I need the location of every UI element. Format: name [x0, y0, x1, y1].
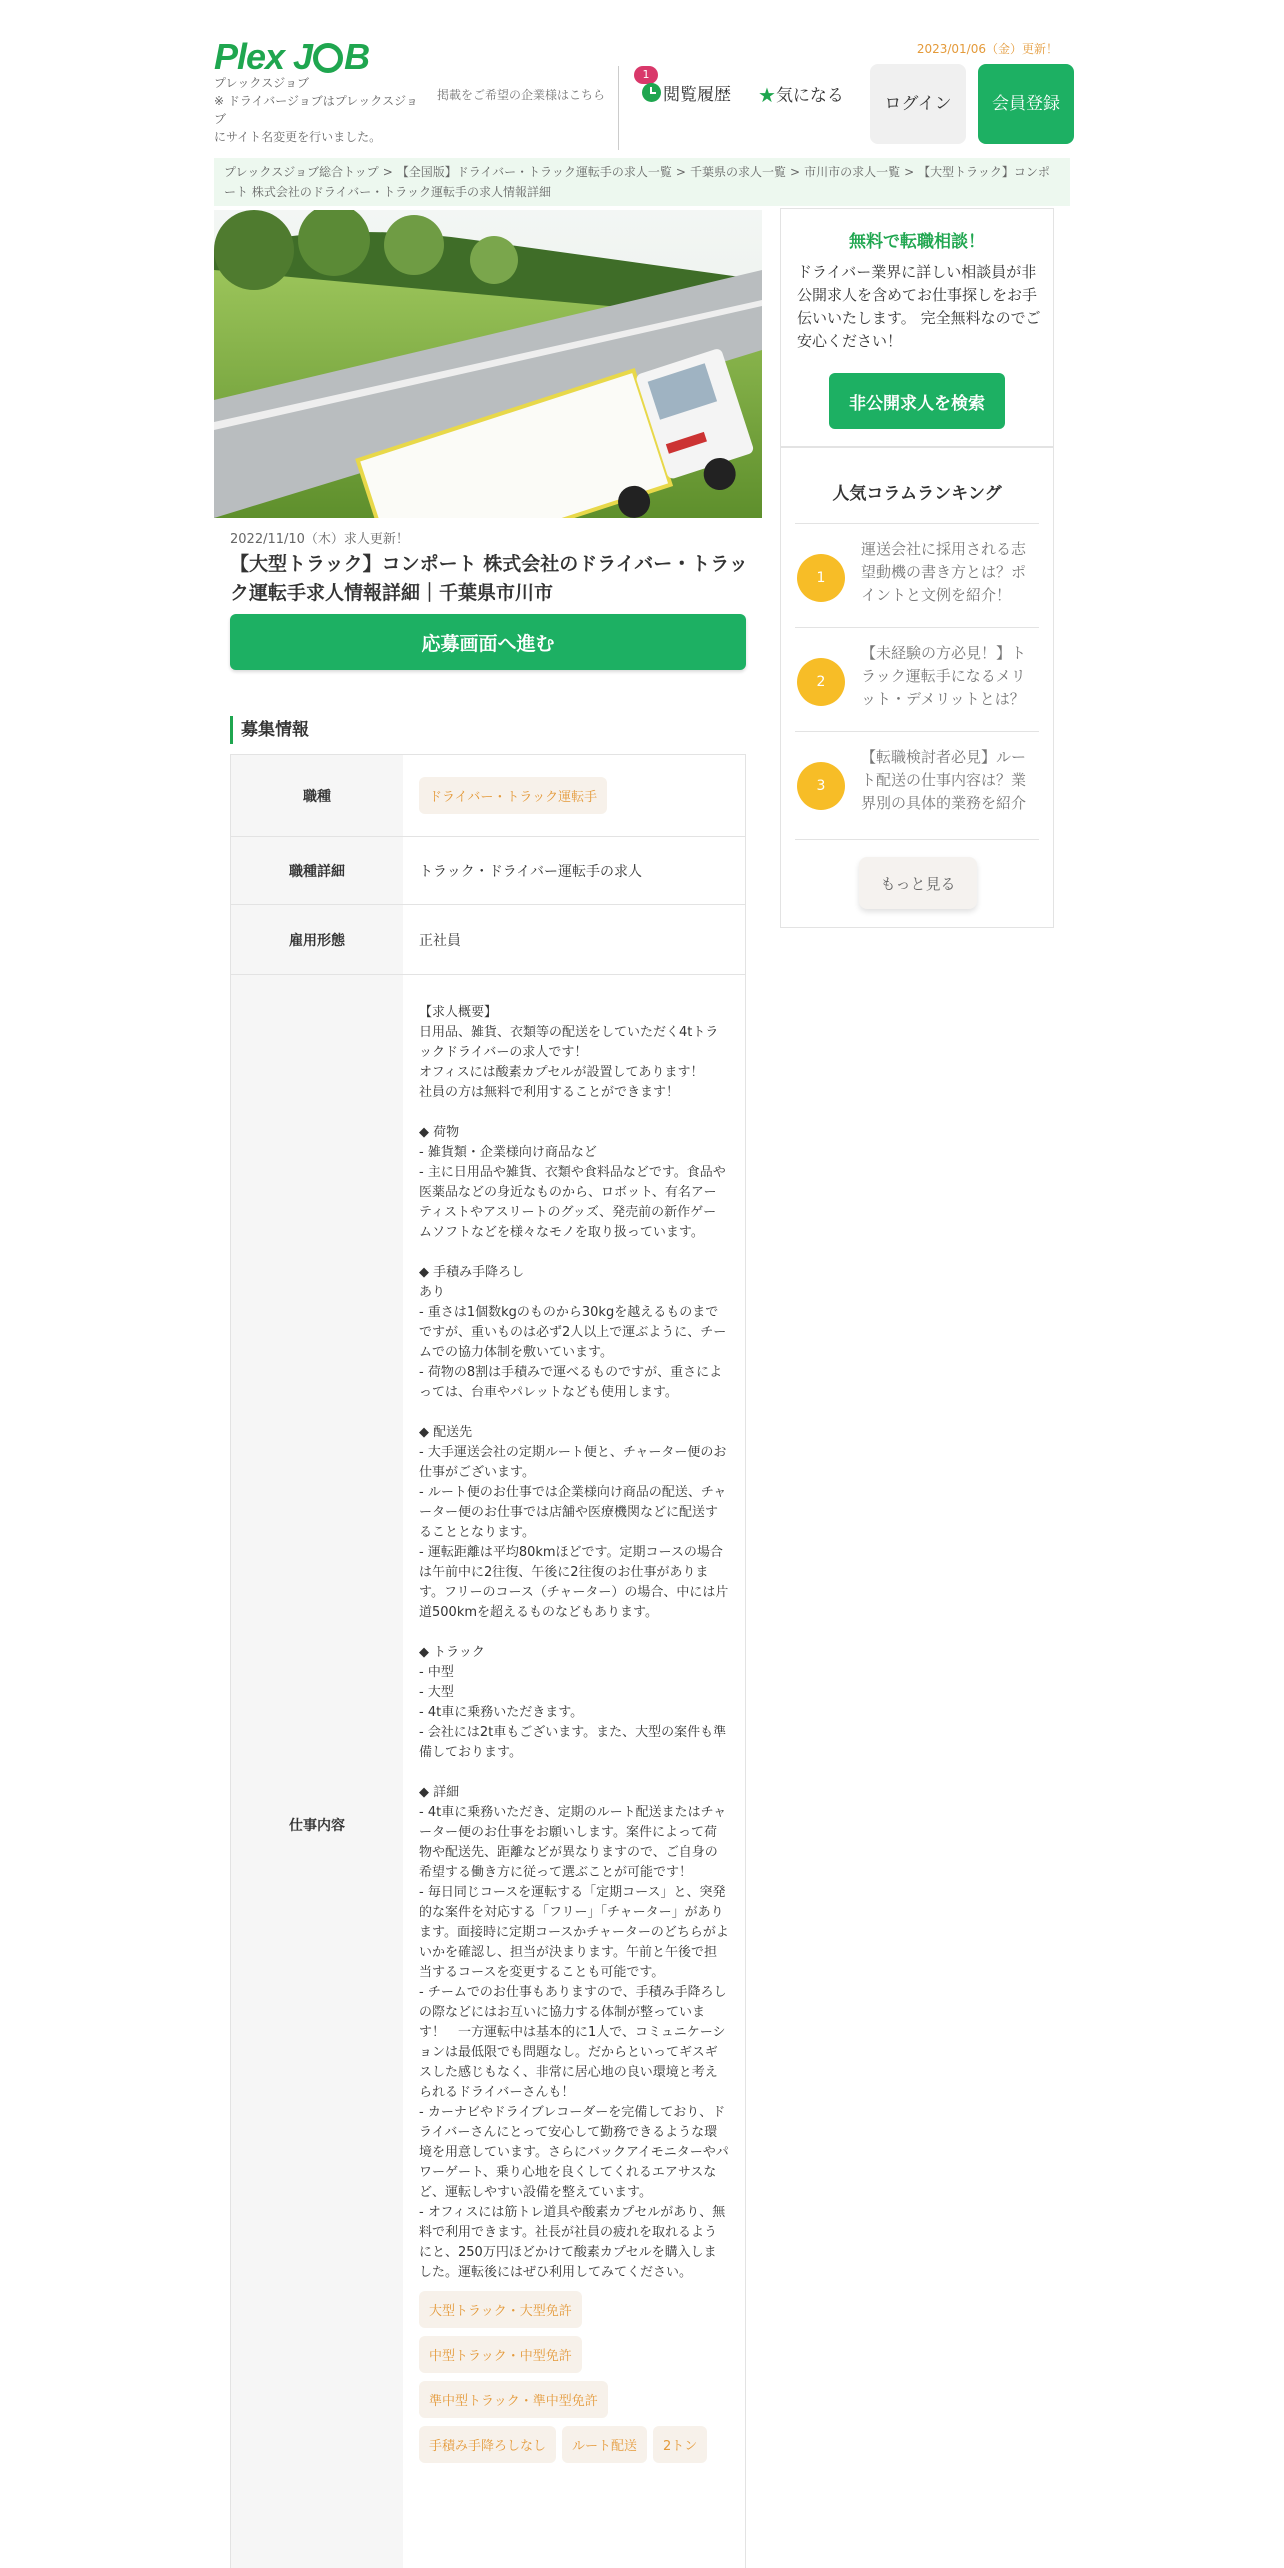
ranking-item[interactable] — [795, 627, 1039, 731]
more-button[interactable]: もっと見る — [859, 857, 977, 909]
row-header: 職種詳細 — [231, 837, 403, 904]
search-private-jobs-button[interactable]: 非公開求人を検索 — [829, 373, 1005, 429]
history-count-badge: 1 — [634, 66, 658, 84]
header-divider — [618, 66, 619, 150]
ranking-item[interactable] — [795, 523, 1039, 627]
breadcrumb-item[interactable]: 市川市の求人一覧 — [804, 165, 901, 179]
site-update-date: 2023/01/06（金）更新！ — [916, 42, 1058, 56]
job-content-text: 【求人概要】 日用品、雑貨、衣類等の配送をしていただく4tトラックドライバーの求人です！ オフィスには酸素カプセルが設置してあります！ 社員の方は無料で利用することができます！ ◆ 荷物 - 雑貨類・企業様向け商品など - 主に日用品や雑貨、衣類や食料品などです。食品や医薬品などの身近なものから、ロボット、有名アーティストやアスリートのグッズ、発売前の新作ゲームソフトなどを様々なモノを取り扱っています。 ◆ 手積み手降ろし あり - 重さは1個数kgのものから30kgを越えるものまでですが、重いものは必ず2人以上で運ぶように、チームでの協力体制を敷いています。 - 荷物の8割は手積みで運べるものですが、重さによっては、台車やパレットなども使用します。 ◆ 配送先 - 大手運送会社の定期ルート便と、チャーター便のお仕事がございます。 - ルート便のお仕事では企業様向け商品の配送、チャーター便のお仕事では店舗や医療機関などに配送することとなります。 - 運転距離は平均80kmほどです。定期コースの場合は午前中に2往復、午後に2往復のお仕事があります。フリーのコース（チャーター）の場合、中には片道500kmを超えるものなどもあります。 ◆ トラック - 中型 - 大型 - 4t車に乗務いただきます。 - 会社には2t車もございます。また、大型の案件も準備しております。 ◆ 詳細 - 4t車に乗務いただき、定期のルート配送またはチャーター便のお仕事をお願いします。案件によって荷物や配送先、距離などが異なりますので、ご自身の希望する働き方に従って選ぶことが可能です！ - 毎日同じコースを運転する「定期コース」と、突発的な案件を対応する「フリー」「チャーター」があります。面接時に定期コースかチャーターのどちらがよいかを確認し、担当が決まります。午前と午後で担当するコースを変更することも可能です。 - チームでのお仕事もありますので、手積み手降ろしの際などにはお互いに協力する体制が整っています！ 一方運転中は基本的に1人で、コミュニケーションは最低限でも問題なし。だからといってギスギスした感じもなく、非常に居心地の良い環境と考えられるドライバーさんも！ - カーナビやドライブレコーダーを完備しており、ドライバーさんにとって安心して勤務できるような環境を用意しています。さらにバックアイモニターやパワーゲート、乗り心地を良くしてくれるエアサスなど、運転しやすい設備を整えています。 - オフィスには筋トレ道具や酸素カプセルがあり、無料で利用できます。社長が社員の疲れを取れるようにと、250万円ほどかけて酸素カプセルを購入しました。運転後にはぜひ利用してみてください。 — [419, 1005, 729, 2280]
ranking-item-title: 運送会社に採用される志望動機の書き方とは？ポイントと文例を紹介！ — [861, 540, 1027, 604]
job-updated-date: 2022/11/10（木）求人更新！ — [230, 532, 409, 547]
site-header — [214, 30, 1070, 150]
section-title-recruit: 募集情報 — [230, 716, 309, 744]
recruit-info-table — [230, 754, 746, 2568]
ranking-title: 人気コラムランキング — [832, 484, 1002, 504]
content-tag[interactable]: 準中型トラック・準中型免許 — [419, 2381, 608, 2418]
job-hero-image — [214, 210, 762, 518]
row-value — [403, 755, 745, 836]
history-nav-button[interactable] — [642, 68, 738, 108]
table-row — [231, 905, 745, 975]
rank-number: 1 — [797, 554, 845, 602]
register-button[interactable]: 会員登録 — [978, 64, 1074, 144]
column-ranking — [780, 446, 1054, 928]
favorite-nav-button[interactable] — [758, 82, 854, 109]
ranking-item-title: 【転職検討者必見】ルート配送の仕事内容は？業界別の具体的業務を紹介 — [861, 748, 1027, 812]
breadcrumb-separator: > — [904, 165, 915, 179]
content-tag[interactable]: 大型トラック・大型免許 — [419, 2291, 582, 2328]
rank-number: 2 — [797, 658, 845, 706]
favorite-label: 気になる — [775, 86, 844, 106]
content-tag[interactable]: 手積み手降ろしなし — [419, 2426, 556, 2463]
row-header: 職種 — [231, 755, 403, 836]
consult-card — [780, 208, 1054, 448]
job-content — [403, 975, 745, 2568]
table-row — [231, 975, 745, 2568]
apply-button[interactable]: 応募画面へ進む — [230, 614, 746, 670]
breadcrumb-item[interactable]: 【全国版】ドライバー・トラック運転手の求人一覧 — [396, 165, 672, 179]
logo-text-suffix: B — [344, 36, 370, 77]
table-row — [231, 837, 745, 905]
truck-photo — [214, 210, 762, 518]
consult-title: 無料で転職相談！ — [849, 232, 985, 252]
history-label: 閲覧履歴 — [663, 85, 731, 105]
breadcrumb-item[interactable]: プレックスジョブ総合トップ — [224, 165, 379, 179]
content-tag-list — [419, 2291, 729, 2471]
breadcrumb-current: 【大型トラック】コンポート 株式会社のドライバー・トラック運転手の求人情報詳細 — [224, 165, 1050, 199]
job-type-tag[interactable]: ドライバー・トラック運転手 — [419, 777, 607, 814]
logo-subtitle: プレックスジョブ ※ ドライバージョブはプレックスジョブ にサイト名変更を行いました。 — [214, 76, 418, 144]
rank-number: 3 — [797, 762, 845, 810]
row-header: 雇用形態 — [231, 905, 403, 974]
breadcrumb-item[interactable]: 千葉県の求人一覧 — [689, 165, 786, 179]
star-icon: ★ — [758, 83, 776, 107]
content-tag[interactable]: 2トン — [653, 2426, 707, 2463]
company-listing-link[interactable]: 掲載をご希望の企業様はこちら — [437, 88, 606, 102]
site-logo[interactable] — [214, 36, 369, 78]
ranking-item[interactable] — [795, 731, 1039, 835]
content-tag[interactable]: 中型トラック・中型免許 — [419, 2336, 582, 2373]
logo-wheel-icon — [313, 43, 343, 73]
ranking-divider — [795, 839, 1039, 840]
job-title: 【大型トラック】コンポート 株式会社のドライバー・トラック運転手求人情報詳細｜千葉県市川市 — [230, 553, 748, 604]
table-row — [231, 755, 745, 837]
consult-text: ドライバー業界に詳しい相談員が非公開求人を含めてお仕事探しをお手伝いいたします。 完全無料なのでご安心ください！ — [797, 263, 1041, 350]
clock-icon — [642, 83, 661, 102]
breadcrumb-separator: > — [675, 165, 686, 179]
breadcrumb — [214, 158, 1070, 206]
login-button[interactable]: ログイン — [870, 64, 966, 144]
breadcrumb-separator: > — [790, 165, 801, 179]
row-value: 正社員 — [419, 932, 461, 949]
logo-text-prefix: Plex J — [214, 36, 313, 77]
breadcrumb-separator: > — [382, 165, 393, 179]
content-tag[interactable]: ルート配送 — [562, 2426, 647, 2463]
ranking-item-title: 【未経験の方必見！】トラック運転手になるメリット・デメリットとは？ — [861, 644, 1027, 708]
row-header: 仕事内容 — [231, 975, 403, 2568]
row-value: トラック・ドライバー運転手の求人 — [419, 863, 643, 880]
